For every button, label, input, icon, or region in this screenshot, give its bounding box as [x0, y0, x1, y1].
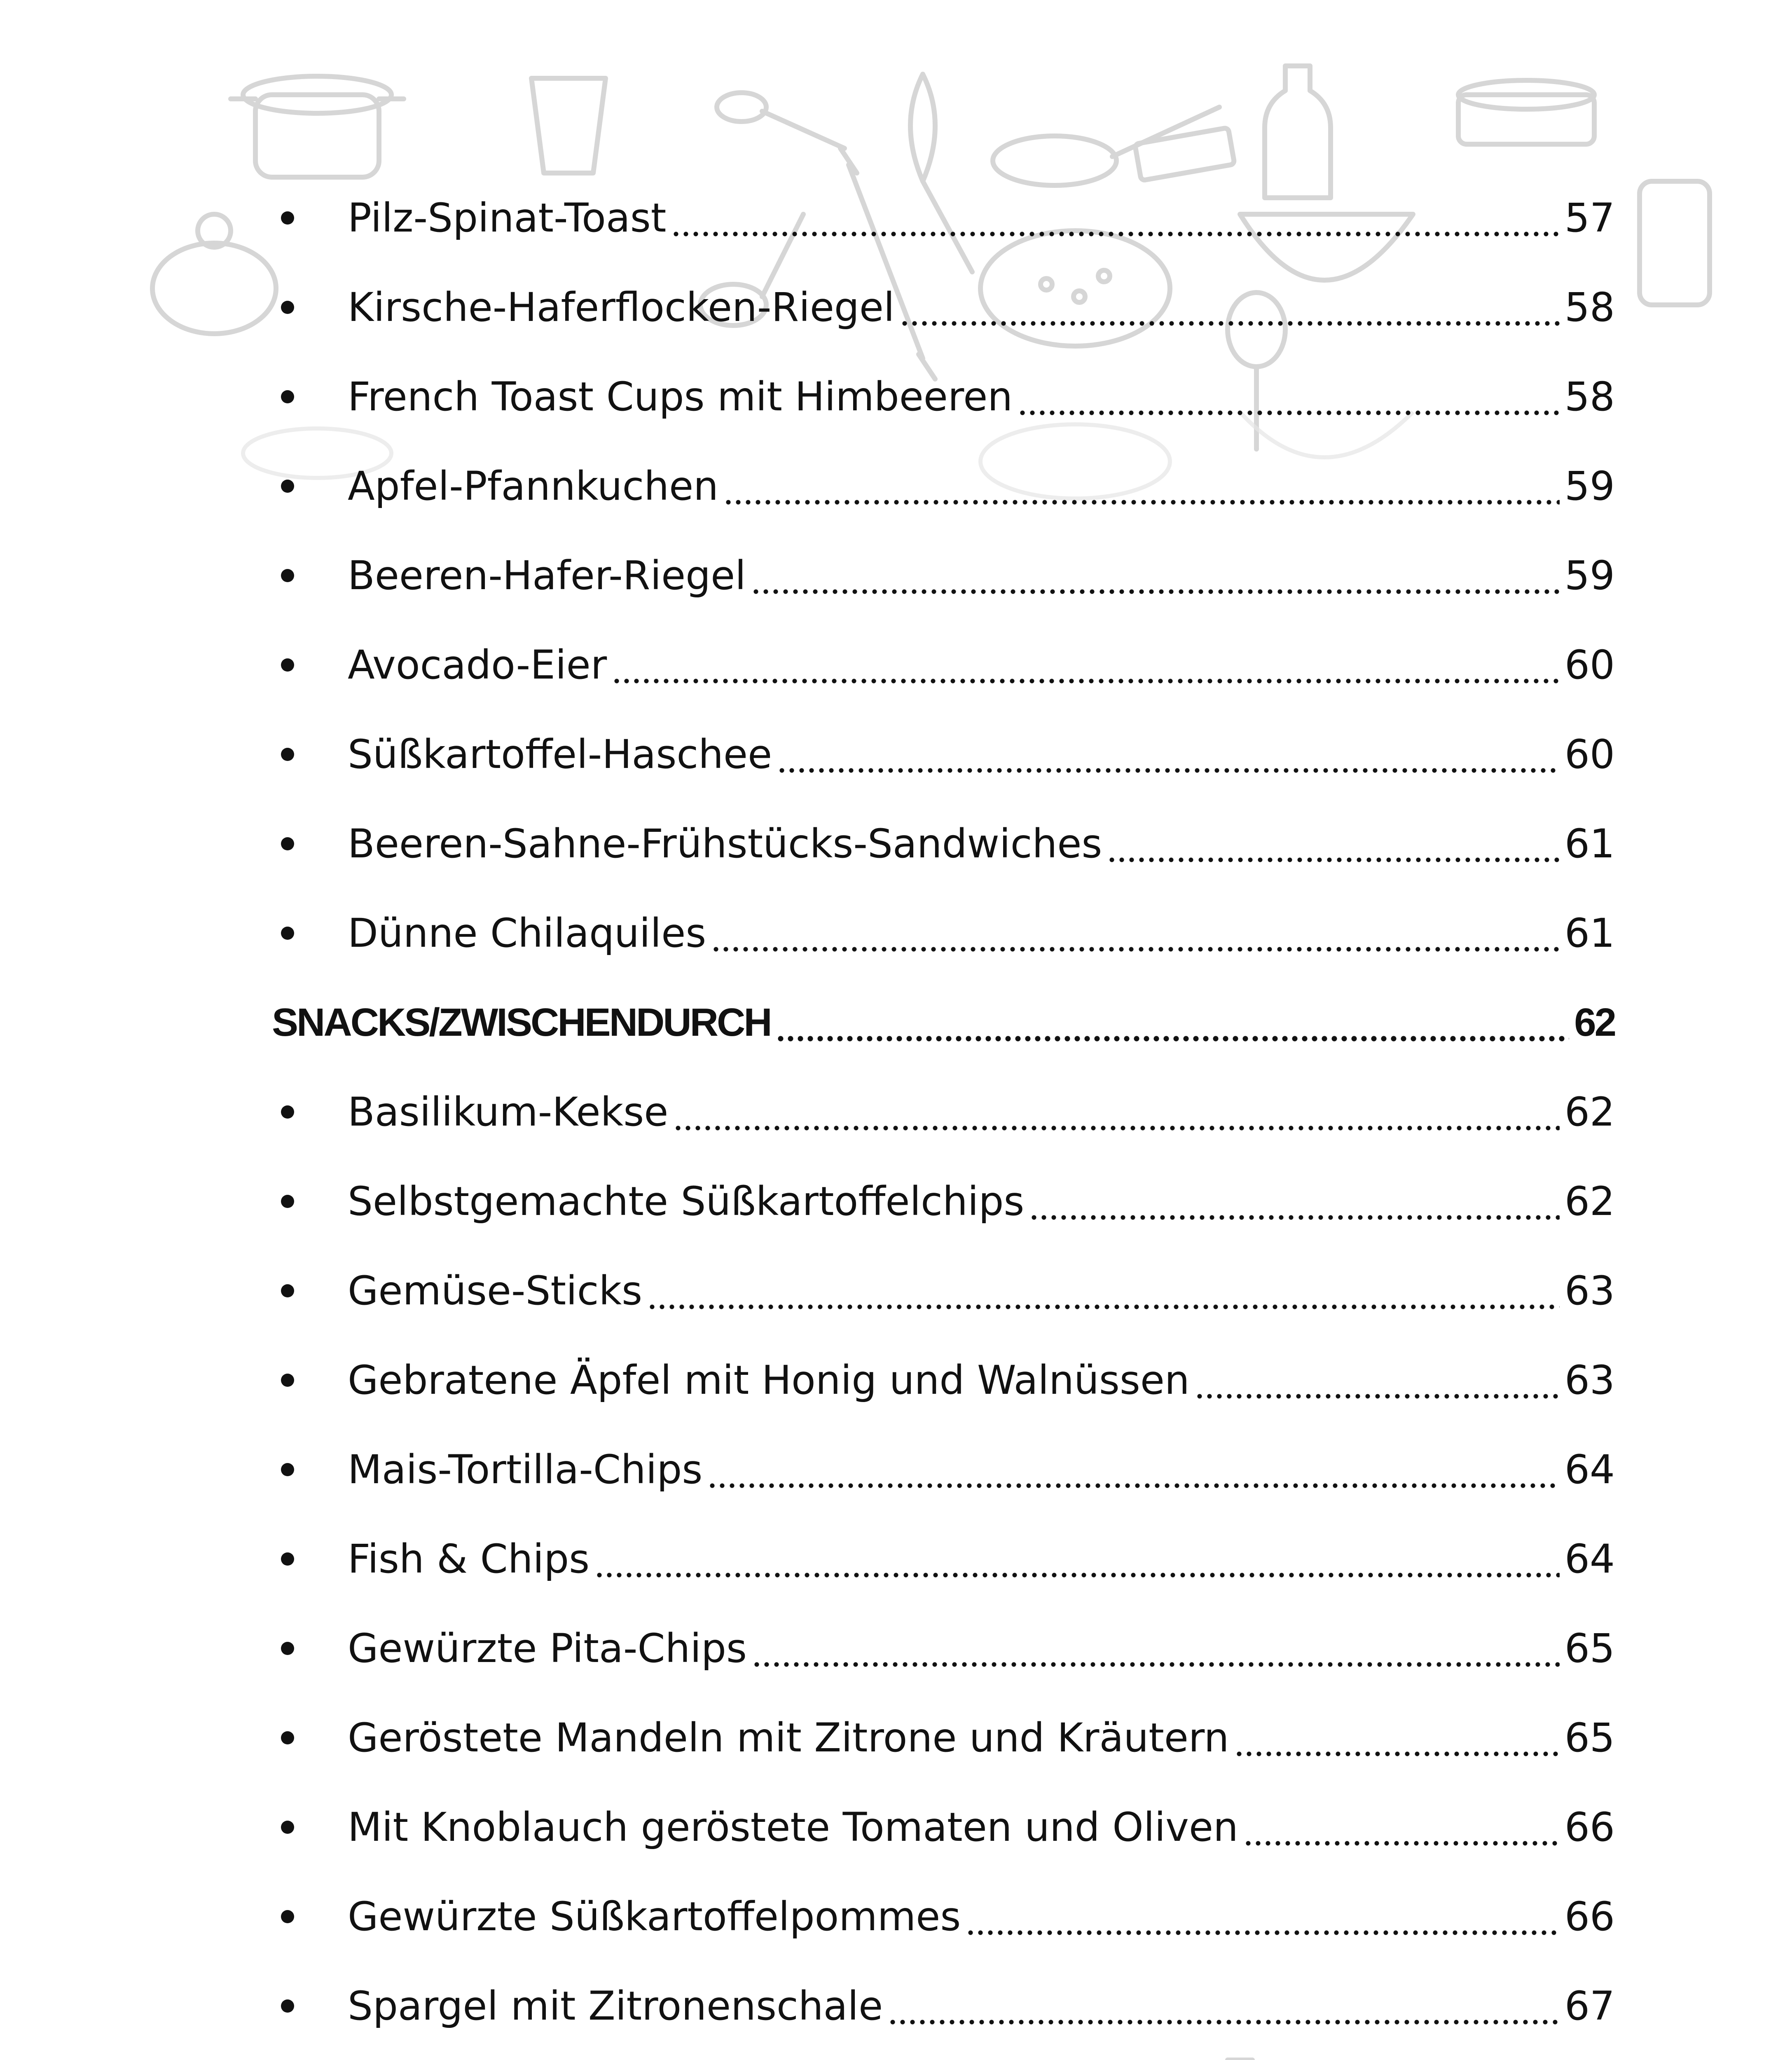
bullet-icon [281, 1821, 294, 1834]
toc-entry[interactable] [272, 1246, 1615, 1335]
sugar-bowl-icon [152, 214, 276, 334]
page-number: 62 [1564, 1089, 1615, 1135]
entry-title: Gemüse-Sticks [348, 1267, 643, 1314]
dot-leader [594, 1540, 1560, 1580]
page-number: 62 [1574, 1000, 1615, 1044]
page-number: 64 [1564, 1446, 1615, 1493]
page-number: 59 [1564, 463, 1615, 509]
entry-title: Fish & Chips [348, 1536, 590, 1582]
page-number: 57 [1564, 194, 1615, 241]
entry-title: Geröstete Mandeln mit Zitrone und Kräutern [348, 1714, 1229, 1761]
grater-icon [1640, 181, 1710, 305]
dot-leader [966, 1898, 1559, 1938]
cake-tin-icon [1458, 80, 1594, 144]
bullet-icon [281, 1374, 294, 1387]
toc-entry[interactable] [272, 1782, 1615, 1872]
toc-entry[interactable] [272, 352, 1615, 441]
bullet-icon [281, 569, 294, 582]
bullet-icon [281, 211, 294, 225]
bullet-icon [281, 1731, 294, 1744]
entry-title: Selbstgemachte Süßkartoffelchips [348, 1178, 1025, 1224]
page-number: 62 [1564, 1178, 1615, 1224]
dot-leader [777, 736, 1560, 775]
entry-title: Dünne Chilaquiles [348, 910, 707, 956]
dot-leader [723, 468, 1560, 507]
toc-entry[interactable] [272, 709, 1615, 799]
dot-leader [673, 1093, 1560, 1133]
entry-title: Süßkartoffel-Haschee [348, 731, 772, 777]
toc-entry[interactable] [272, 1156, 1615, 1246]
toc-entry[interactable] [272, 1604, 1615, 1693]
bullet-icon [281, 1642, 294, 1655]
bullet-icon [281, 927, 294, 940]
section-title: SNACKS/ZWISCHENDURCH [272, 1000, 771, 1044]
entry-title: Pilz-Spinat-Toast [348, 194, 667, 241]
page-number: 61 [1564, 820, 1615, 867]
page-number: 60 [1564, 641, 1615, 688]
page-number: 59 [1564, 552, 1615, 599]
entry-title: Beeren-Hafer-Riegel [348, 552, 746, 599]
page-number: 61 [1564, 910, 1615, 956]
entry-title: Spargel mit Zitronenschale [348, 1983, 883, 2029]
bullet-icon [281, 390, 294, 403]
toc-entry[interactable] [272, 799, 1615, 888]
entry-title: Gewürzte Pita-Chips [348, 1625, 747, 1671]
toc-entry[interactable] [272, 1335, 1615, 1425]
toc-entry[interactable] [272, 1693, 1615, 1782]
toc-section-heading[interactable] [272, 978, 1615, 1067]
entry-title: Basilikum-Kekse [348, 1089, 669, 1135]
page-number: 66 [1564, 1804, 1615, 1850]
bullet-icon [281, 837, 294, 850]
dot-leader [776, 1004, 1570, 1044]
dot-leader [711, 915, 1560, 954]
page-number: 66 [1564, 1893, 1615, 1940]
dot-leader [1195, 1362, 1560, 1401]
toc-entry[interactable] [272, 441, 1615, 531]
page-number: 67 [1564, 1983, 1615, 2029]
toc-entry[interactable] [272, 1961, 1615, 2051]
toc-entry[interactable] [272, 173, 1615, 262]
entry-title: French Toast Cups mit Himbeeren [348, 373, 1013, 420]
dot-leader [707, 1451, 1560, 1491]
page-number: 58 [1564, 284, 1615, 330]
bullet-icon [281, 1284, 294, 1297]
table-of-contents [272, 173, 1615, 2060]
bullet-icon [281, 1105, 294, 1119]
dot-leader [647, 1272, 1560, 1312]
toc-entry[interactable] [272, 1425, 1615, 1514]
page-number: 60 [1564, 731, 1615, 777]
page-number: 63 [1564, 1267, 1615, 1314]
bullet-icon [281, 658, 294, 672]
dot-leader [1107, 825, 1559, 865]
dot-leader [612, 646, 1560, 686]
pot-icon [231, 76, 404, 177]
bullet-icon [281, 1463, 294, 1476]
dot-leader [1018, 378, 1560, 418]
toc-entry[interactable] [272, 531, 1615, 620]
dot-leader [1029, 1183, 1559, 1222]
bullet-icon [281, 1999, 294, 2013]
bullet-icon [281, 1195, 294, 1208]
entry-title: Gebratene Äpfel mit Honig und Walnüssen [348, 1357, 1190, 1403]
page-number: 64 [1564, 1536, 1615, 1582]
dot-leader [900, 289, 1560, 328]
dot-leader [1243, 1809, 1560, 1848]
bullet-icon [281, 301, 294, 314]
dot-leader [888, 1987, 1560, 2027]
dot-leader [752, 1630, 1560, 1669]
toc-entry[interactable] [272, 1514, 1615, 1604]
toc-entry[interactable] [272, 1067, 1615, 1156]
bullet-icon [281, 480, 294, 493]
entry-title: Mit Knoblauch geröstete Tomaten und Oliven [348, 1804, 1238, 1850]
dot-leader [671, 199, 1559, 239]
toc-entry[interactable] [272, 1872, 1615, 1961]
toc-entry[interactable] [272, 2051, 1615, 2060]
page-number: 63 [1564, 1357, 1615, 1403]
bullet-icon [281, 748, 294, 761]
bullet-icon [281, 1910, 294, 1923]
dot-leader [1234, 1719, 1560, 1759]
page-number: 65 [1564, 1625, 1615, 1671]
glass-icon [531, 78, 606, 173]
toc-entry[interactable] [272, 620, 1615, 709]
page-number: 65 [1564, 1714, 1615, 1761]
entry-title: Beeren-Sahne-Frühstücks-Sandwiches [348, 820, 1102, 867]
toc-entry[interactable] [272, 888, 1615, 978]
entry-title: Avocado-Eier [348, 641, 607, 688]
spoon-icon [717, 93, 845, 148]
entry-title: Kirsche-Haferflocken-Riegel [348, 284, 895, 330]
bullet-icon [281, 1552, 294, 1566]
toc-entry[interactable] [272, 262, 1615, 352]
entry-title: Apfel-Pfannkuchen [348, 463, 718, 509]
entry-title: Gewürzte Süßkartoffelpommes [348, 1893, 961, 1940]
page-number: 58 [1564, 373, 1615, 420]
entry-title: Mais-Tortilla-Chips [348, 1446, 703, 1493]
dot-leader [751, 557, 1560, 597]
